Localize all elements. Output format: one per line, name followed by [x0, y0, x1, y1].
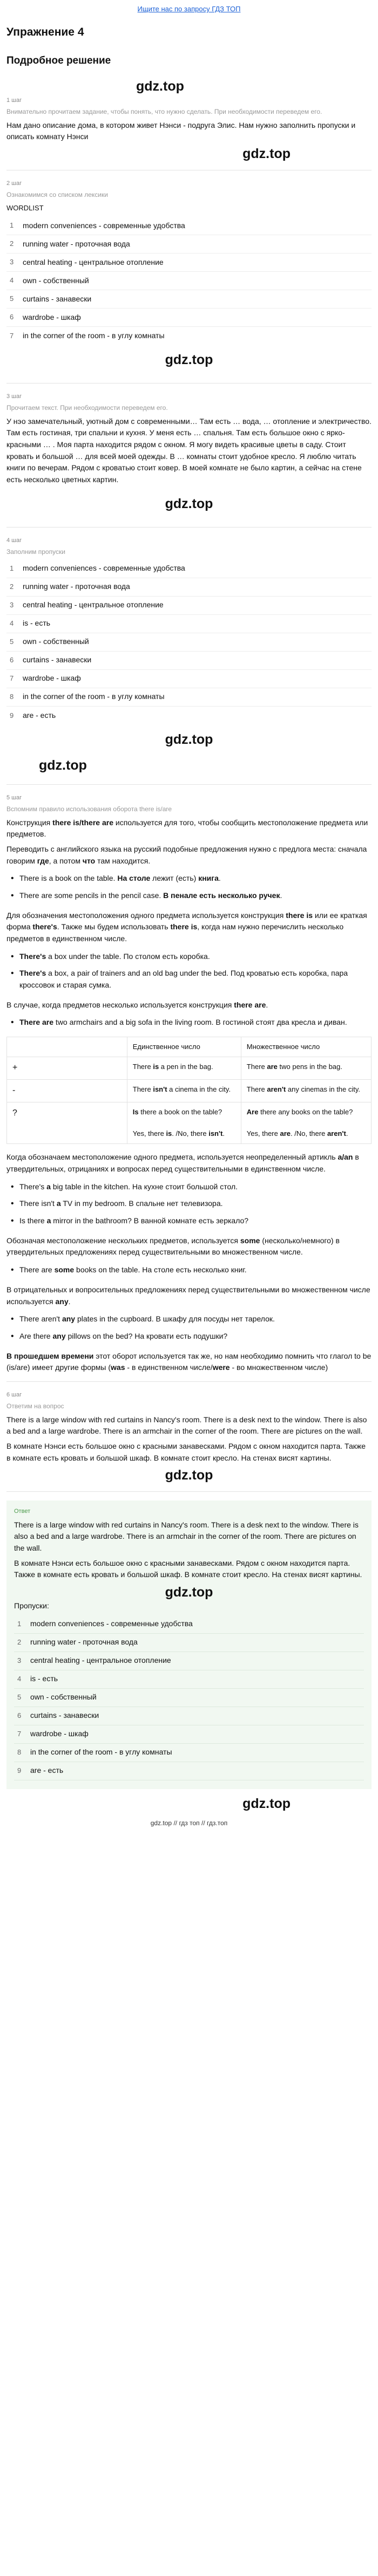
- table-header-plural: Множественное число: [241, 1037, 371, 1057]
- answer-translation: В комнате Нэнси есть большое окно с красными занавесками. Рядом с окном находится парта. Также в комнате есть кровать и большой шкаф. В комнате стоит кресло. На стенах висят картины.: [6, 1442, 366, 1462]
- list-item-text: curtains - занавески: [23, 294, 92, 303]
- list-item-number: 1: [17, 1620, 22, 1628]
- list-item-number: 3: [10, 601, 14, 609]
- list-item: [6, 309, 372, 327]
- list-item-text: in the corner of the room - в углу комнаты: [23, 331, 165, 340]
- watermark: gdz.top: [165, 732, 213, 748]
- step-label: 4 шаг: [6, 537, 22, 544]
- list-item-text: is - есть: [23, 619, 51, 628]
- list-item-number: 7: [10, 674, 14, 683]
- list-item-text: wardrobe - шкаф: [30, 1729, 89, 1738]
- step-description: Ответим на вопрос: [6, 1402, 64, 1410]
- example-item: • There's a box, a pair of trainers and an old bag under the bed. Под кроватью есть коробка, пара кроссовок и старая сумка.: [6, 965, 372, 994]
- step-label: 2 шаг: [6, 180, 22, 187]
- divider: [6, 1381, 372, 1382]
- rule-paragraph: В случае, когда предметов несколько используется конструкция there are.: [6, 1000, 268, 1009]
- list-item-number: 9: [17, 1766, 22, 1775]
- step-5: [6, 793, 372, 1374]
- example-item: • There are some books on the table. На столе есть несколько книг.: [6, 1262, 372, 1279]
- list-item-number: 1: [10, 564, 14, 573]
- list-item-text: in the corner of the room - в углу комнаты: [30, 1748, 172, 1757]
- step-3: [6, 392, 372, 486]
- list-item: [6, 597, 372, 615]
- list-item-number: 6: [10, 313, 14, 321]
- step-description: Заполним пропуски: [6, 547, 65, 556]
- list-item-text: are - есть: [23, 710, 56, 720]
- list-item-number: 5: [10, 294, 14, 303]
- step-2: [6, 179, 372, 345]
- list-item-text: wardrobe - шкаф: [23, 312, 81, 321]
- step-4: [6, 536, 372, 725]
- rule-paragraph: В отрицательных и вопросительных предложениях перед существительными во множественном числе используется any.: [6, 1285, 370, 1306]
- list-item-text: central heating - центральное отопление: [30, 1656, 171, 1665]
- list-item-number: 8: [10, 693, 14, 701]
- watermark: gdz.top: [242, 1796, 291, 1812]
- list-item-text: in the corner of the room - в углу комнаты: [23, 692, 165, 701]
- final-answer-translation: В комнате Нэнси есть большое окно с красными занавесками. Рядом с окном находится парта. Также в комнате есть кровать и большой шкаф. В комнате стоит кресло. На стенах висят картины.: [14, 1558, 362, 1579]
- list-item-text: wardrobe - шкаф: [23, 674, 81, 683]
- example-item: • Are there any pillows on the bed? На кровати есть подушки?: [6, 1328, 372, 1345]
- table-row: [7, 1057, 372, 1080]
- list-item-number: 7: [17, 1730, 22, 1738]
- rule-paragraph: Когда обозначаем местоположение одного предмета, используется неопределенный артикль a/an в утвердительных, отрицаниях и вопросах перед существительными в единственном числе.: [6, 1153, 359, 1173]
- list-item-number: 9: [10, 711, 14, 720]
- row-sign: +: [7, 1057, 127, 1080]
- list-item-number: 5: [17, 1693, 22, 1702]
- list-item-text: running water - проточная вода: [30, 1638, 138, 1647]
- example-list: [6, 1311, 372, 1345]
- list-item-text: running water - проточная вода: [23, 582, 130, 591]
- list-item-number: 3: [10, 258, 14, 266]
- list-item: [6, 217, 372, 235]
- cell-singular: There isn't a cinema in the city.: [127, 1080, 241, 1102]
- list-item: [6, 688, 372, 707]
- step-description: Ознакомимся со списком лексики: [6, 190, 108, 198]
- table-header-row: [7, 1037, 372, 1057]
- list-item-text: modern conveniences - современные удобства: [30, 1619, 193, 1628]
- example-item: • There are some pencils in the pencil case. В пенале есть несколько ручек.: [6, 887, 372, 905]
- row-sign: ?: [7, 1102, 127, 1143]
- filled-gaps-list: [6, 560, 372, 725]
- wordlist: [6, 217, 372, 345]
- list-item: [6, 290, 372, 309]
- table-header-singular: Единственное число: [127, 1037, 241, 1057]
- list-item-text: are - есть: [30, 1766, 64, 1775]
- list-item: [6, 560, 372, 578]
- exercise-title: Упражнение 4: [6, 25, 84, 38]
- rule-paragraph: Конструкция there is/there are используется для того, чтобы сообщить местоположение предмета или предметов.: [6, 818, 368, 839]
- footer-link[interactable]: gdz.top: [150, 1819, 172, 1827]
- list-item-number: 7: [10, 331, 14, 340]
- list-item: [14, 1744, 364, 1762]
- answer-label: Ответ: [14, 1508, 31, 1515]
- list-item: [6, 235, 372, 254]
- footer-separator: //: [173, 1819, 178, 1827]
- cell-plural: There are two pens in the bag.: [241, 1057, 371, 1080]
- step-description: Прочитаем текст. При необходимости переведем его.: [6, 403, 168, 412]
- footer-separator: //: [201, 1819, 205, 1827]
- list-item: [6, 670, 372, 688]
- list-item-number: 2: [10, 583, 14, 591]
- cell-plural: Are there any books on the table? Yes, there are. /No, there aren't.: [241, 1102, 371, 1143]
- step-label: 1 шаг: [6, 97, 22, 104]
- list-item: [6, 633, 372, 652]
- example-item: • There are two armchairs and a big sofa in the living room. В гостиной стоят два кресла и диван.: [6, 1014, 372, 1031]
- cell-singular: Is there a book on the table? Yes, there is. /No, there isn't.: [127, 1102, 241, 1143]
- list-item-number: 2: [17, 1638, 22, 1647]
- answer-text: There is a large window with red curtains in Nancy's room. There is a desk next to the window. There is also a bed and a large wardrobe. There is an armchair in the corner of the room. There are pictures on the wall.: [6, 1415, 367, 1436]
- list-item-text: own - собственный: [30, 1693, 97, 1702]
- list-item: [6, 707, 372, 725]
- list-item-text: curtains - занавески: [30, 1711, 99, 1720]
- list-item: [6, 272, 372, 290]
- step-text: У нэо замечательный, уютный дом с современными… Там есть … вода, … отопление и электричество. Там есть гостиная, три спальни и кухня. У меня есть … спальня. Там есть большое окно с ярко-красными … . Моя парта находится рядом с окном. Я могу видеть красивые цветы в саду. Стоит кровать и большой … для всей моей одежды. В … комнаты стоит удобное кресло. Я люблю читать книги по вечерам. Рядом с кроватью стоит ковер. В моей комнате не было картин, а сейчас на стене есть несколько цветных картин.: [6, 416, 372, 484]
- list-item: [14, 1689, 364, 1707]
- footer-link[interactable]: гдз топ: [179, 1819, 200, 1827]
- watermark: gdz.top: [165, 496, 213, 512]
- divider: [6, 784, 372, 785]
- list-item-number: 4: [10, 276, 14, 285]
- rule-paragraph: В прошедшем времени этот оборот используется так же, но нам необходимо помнить что глагол to be (is/are) имеет другие формы (was - в единственном числе/were - во множественном числе): [6, 1351, 372, 1372]
- list-item-text: own - собственный: [23, 276, 89, 285]
- final-answer-box: [6, 1501, 372, 1789]
- example-list: [6, 1179, 372, 1230]
- table-row: [7, 1102, 372, 1143]
- example-list: [6, 1014, 372, 1031]
- list-item: [6, 254, 372, 272]
- list-item-text: is - есть: [30, 1674, 58, 1683]
- list-item-text: central heating - центральное отопление: [23, 257, 164, 266]
- list-item-number: 6: [17, 1711, 22, 1720]
- example-item: • There aren't any plates in the cupboard. В шкафу для посуды нет тарелок.: [6, 1311, 372, 1328]
- list-item-text: modern conveniences - современные удобства: [23, 221, 185, 230]
- example-item: • Is there a mirror in the bathroom? В ванной комнате есть зеркало?: [6, 1212, 372, 1230]
- cell-singular: There is a pen in the bag.: [127, 1057, 241, 1080]
- example-list: [6, 870, 372, 904]
- list-item-text: running water - проточная вода: [23, 239, 130, 248]
- example-list: [6, 948, 372, 994]
- list-item: [6, 652, 372, 670]
- example-item: • There is a book on the table. На столе лежит (есть) книга.: [6, 870, 372, 887]
- example-item: • There's a box under the table. По столом есть коробка.: [6, 948, 372, 965]
- list-item-number: 6: [10, 656, 14, 664]
- watermark: gdz.top: [242, 146, 291, 162]
- example-list: [6, 1262, 372, 1279]
- rule-paragraph: Переводить с английского языка на русский подобные предложения нужно с предлога места: сначала говорим где, а потом что там находится.: [6, 844, 367, 865]
- step-description: Вспомним правило использования оборота there is/are: [6, 805, 172, 813]
- final-answer-text: There is a large window with red curtains in Nancy's room. There is a desk next to the window. There is also a bed and a large wardrobe. There is an armchair in the corner of the room. There are pictures on the wall.: [14, 1520, 359, 1552]
- list-item-number: 1: [10, 221, 14, 230]
- list-item-text: own - собственный: [23, 637, 89, 646]
- example-item: • There isn't a TV in my bedroom. В спальне нет телевизора.: [6, 1195, 372, 1212]
- wordlist-heading: WORDLIST: [6, 203, 44, 212]
- list-item: [14, 1634, 364, 1652]
- list-item-number: 4: [17, 1675, 22, 1683]
- step-6: [6, 1390, 372, 1464]
- list-item: [14, 1670, 364, 1689]
- divider: [6, 1491, 372, 1492]
- footer-link[interactable]: гдз.топ: [207, 1819, 228, 1827]
- watermark: gdz.top: [165, 1584, 213, 1600]
- step-1: [6, 96, 372, 143]
- table-row: [7, 1080, 372, 1102]
- list-item: [6, 578, 372, 597]
- step-text: Нам дано описание дома, в котором живет Нэнси - подруга Элис. Нам нужно заполнить пропуски и описать комнату Нэнси: [6, 120, 356, 141]
- watermark: gdz.top: [136, 79, 184, 94]
- top-banner: [6, 0, 372, 17]
- final-gaps-list: [14, 1615, 364, 1780]
- list-item: [14, 1652, 364, 1670]
- list-item-text: curtains - занавески: [23, 655, 92, 664]
- step-description: Внимательно прочитаем задание, чтобы понять, что нужно сделать. При необходимости переведем его.: [6, 107, 322, 115]
- solution-title: Подробное решение: [6, 55, 111, 67]
- footer: [6, 1811, 372, 1834]
- watermark: gdz.top: [39, 758, 87, 773]
- list-item: [14, 1725, 364, 1744]
- list-item-number: 4: [10, 619, 14, 628]
- list-item: [6, 615, 372, 633]
- grammar-table: [6, 1037, 372, 1144]
- rule-paragraph: Обозначая местоположение нескольких предметов, используется some (несколько/немного) в утвердительных предложениях перед существительными во множественном числе.: [6, 1236, 340, 1257]
- list-item: [14, 1615, 364, 1634]
- row-sign: -: [7, 1080, 127, 1102]
- cell-plural: There aren't any cinemas in the city.: [241, 1080, 371, 1102]
- gaps-label: Пропуски:: [14, 1601, 49, 1611]
- search-banner-link[interactable]: Ищите нас по запросу ГДЗ ТОП: [137, 5, 241, 13]
- table-header-sign: [7, 1037, 127, 1057]
- list-item-number: 3: [17, 1656, 22, 1665]
- rule-paragraph: Для обозначения местоположения одного предмета используется конструкция there is или ее краткая форма there's. Также мы будем использовать there is, когда нам нужно перечислить несколько предметов в единственном числе.: [6, 910, 367, 943]
- list-item: [14, 1707, 364, 1725]
- list-item-number: 8: [17, 1748, 22, 1757]
- step-label: 6 шаг: [6, 1391, 22, 1398]
- list-item: [14, 1762, 364, 1780]
- watermark: gdz.top: [165, 352, 213, 368]
- list-item-number: 5: [10, 638, 14, 646]
- step-label: 5 шаг: [6, 794, 22, 801]
- step-label: 3 шаг: [6, 393, 22, 400]
- example-item: • There's a big table in the kitchen. На кухне стоит большой стол.: [6, 1179, 372, 1196]
- list-item-text: central heating - центральное отопление: [23, 600, 164, 609]
- list-item-number: 2: [10, 239, 14, 248]
- watermark: gdz.top: [165, 1468, 213, 1483]
- list-item: [6, 327, 372, 345]
- list-item-text: modern conveniences - современные удобства: [23, 564, 185, 573]
